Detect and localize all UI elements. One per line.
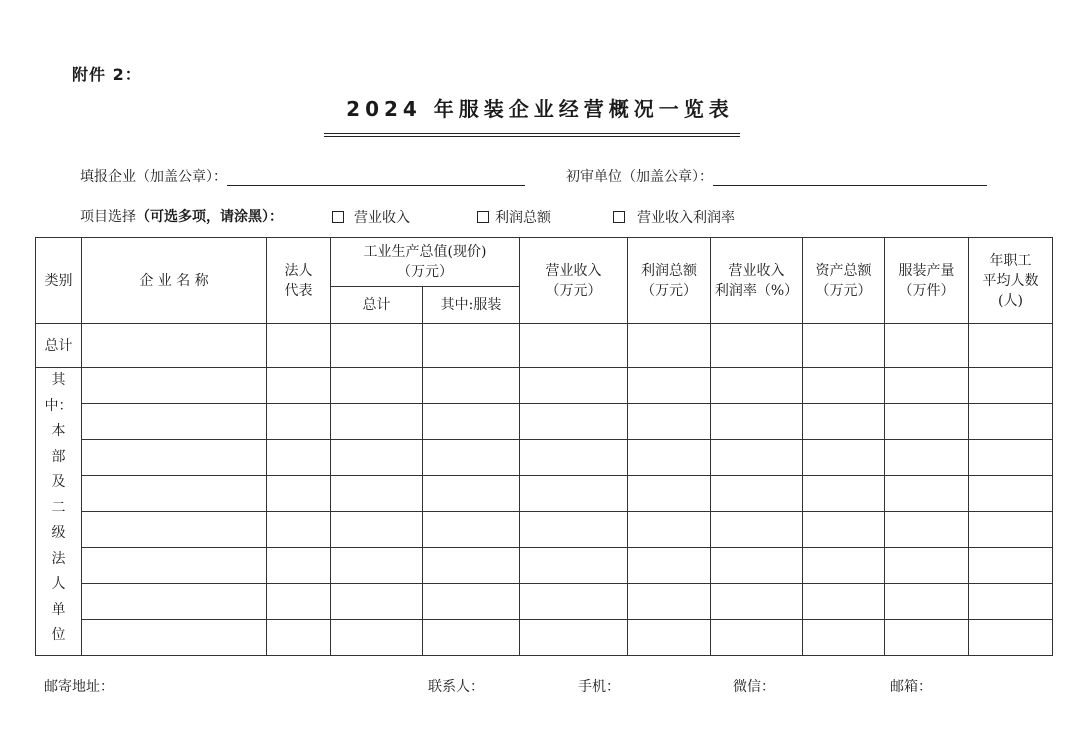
table-cell[interactable] — [711, 584, 803, 620]
option-revenue-profit-rate[interactable] — [613, 207, 735, 227]
table-cell[interactable] — [331, 548, 423, 584]
table-row — [36, 584, 1053, 620]
option-revenue-label: 营业收入 — [354, 210, 410, 226]
table-cell[interactable] — [423, 620, 520, 656]
header-revenue: 营业收入 （万元） — [520, 238, 628, 324]
table-cell[interactable] — [628, 404, 711, 440]
table-cell[interactable] — [711, 476, 803, 512]
table-cell[interactable] — [969, 620, 1053, 656]
table-cell[interactable] — [520, 324, 628, 368]
table-cell[interactable] — [628, 512, 711, 548]
table-cell[interactable] — [711, 620, 803, 656]
table-cell[interactable] — [520, 548, 628, 584]
table-cell[interactable] — [803, 620, 885, 656]
table-cell[interactable] — [711, 404, 803, 440]
subset-label-char: 部 — [51, 448, 66, 465]
header-iv-total: 总计 — [331, 287, 423, 324]
header-assets: 资产总额 （万元） — [803, 238, 885, 324]
table-cell[interactable] — [82, 548, 267, 584]
table-cell[interactable] — [969, 512, 1053, 548]
table-cell[interactable] — [969, 548, 1053, 584]
table-cell[interactable] — [82, 440, 267, 476]
table-cell[interactable] — [520, 620, 628, 656]
table-cell[interactable] — [885, 404, 969, 440]
subset-label-char: 其 — [51, 372, 66, 388]
table-cell[interactable] — [885, 512, 969, 548]
table-row — [36, 512, 1053, 548]
table-cell[interactable] — [267, 584, 331, 620]
company-input-line[interactable] — [227, 169, 525, 186]
subset-label-stack — [36, 368, 81, 649]
company-label: 填报企业（加盖公章）： — [80, 169, 227, 185]
table-cell[interactable] — [520, 584, 628, 620]
header-industrial-value: 工业生产总值(现价) （万元） — [331, 238, 520, 287]
table-cell[interactable] — [423, 404, 520, 440]
table-cell[interactable] — [267, 368, 331, 404]
table-cell[interactable] — [711, 548, 803, 584]
table-cell[interactable] — [969, 584, 1053, 620]
table-cell[interactable] — [423, 476, 520, 512]
table-cell[interactable] — [520, 368, 628, 404]
table-cell[interactable] — [520, 512, 628, 548]
subset-label-char: 位 — [51, 627, 66, 643]
subset-label-char: 二 — [51, 499, 66, 516]
table-cell[interactable] — [267, 512, 331, 548]
subset-label-char: 人 — [51, 576, 66, 592]
table-cell[interactable] — [82, 476, 267, 512]
table-cell[interactable] — [803, 368, 885, 404]
table-cell[interactable] — [885, 584, 969, 620]
table-cell[interactable] — [267, 620, 331, 656]
table-cell[interactable] — [82, 368, 267, 404]
option-revenue[interactable] — [332, 207, 410, 227]
table-cell[interactable] — [520, 404, 628, 440]
table-cell[interactable] — [331, 324, 423, 368]
checkbox-icon[interactable] — [332, 211, 344, 223]
table-cell[interactable] — [711, 440, 803, 476]
subset-label-char: 法 — [51, 550, 66, 567]
table-cell[interactable] — [711, 324, 803, 368]
table-cell[interactable] — [969, 440, 1053, 476]
footer-contact: 联系人： — [428, 679, 484, 695]
subset-label-char: 单 — [51, 601, 66, 618]
table-cell[interactable] — [628, 476, 711, 512]
table-cell[interactable] — [331, 584, 423, 620]
table-cell[interactable] — [885, 548, 969, 584]
header-revenue-profit-rate: 营业收入 利润率（%） — [711, 238, 803, 324]
table-cell[interactable] — [82, 324, 267, 368]
header-garment-output: 服装产量 （万件） — [885, 238, 969, 324]
attachment-label: 附件 2： — [72, 65, 142, 84]
subset-label-char: 及 — [51, 474, 66, 490]
review-label: 初审单位（加盖公章）： — [566, 169, 713, 185]
table-cell[interactable] — [267, 440, 331, 476]
table-cell[interactable] — [885, 476, 969, 512]
table-cell[interactable] — [803, 584, 885, 620]
table-cell[interactable] — [885, 324, 969, 368]
table-cell[interactable] — [803, 404, 885, 440]
table-cell[interactable] — [423, 324, 520, 368]
footer-wechat: 微信： — [733, 679, 775, 695]
table-cell[interactable] — [423, 584, 520, 620]
table-cell[interactable] — [969, 476, 1053, 512]
table-cell[interactable] — [885, 368, 969, 404]
item-selection — [80, 207, 780, 225]
checkbox-icon[interactable] — [613, 211, 625, 223]
table-cell[interactable] — [628, 584, 711, 620]
table-row — [36, 620, 1053, 656]
option-profit[interactable] — [477, 207, 551, 227]
header-category: 类别 — [36, 238, 82, 324]
table-cell[interactable] — [803, 476, 885, 512]
subset-category-label — [36, 368, 82, 656]
table-row — [36, 368, 1053, 404]
table-cell[interactable] — [82, 512, 267, 548]
table-cell[interactable] — [423, 440, 520, 476]
table-cell[interactable] — [267, 324, 331, 368]
table-cell[interactable] — [267, 476, 331, 512]
table-cell[interactable] — [885, 620, 969, 656]
table-cell[interactable] — [711, 368, 803, 404]
table-cell[interactable] — [520, 440, 628, 476]
company-fill-field — [80, 166, 525, 186]
table-cell[interactable] — [628, 440, 711, 476]
table-row — [36, 440, 1053, 476]
header-company-name: 企 业 名 称 — [82, 238, 267, 324]
table-cell[interactable] — [267, 404, 331, 440]
review-input-line[interactable] — [713, 169, 987, 186]
table-cell[interactable] — [969, 324, 1053, 368]
table-row — [36, 404, 1053, 440]
footer-email: 邮箱： — [890, 679, 932, 695]
table-cell[interactable] — [267, 548, 331, 584]
table-cell[interactable] — [803, 440, 885, 476]
table-row — [36, 476, 1053, 512]
selection-hint: （可选多项，请涂黑）： — [136, 209, 283, 225]
header-avg-employees: 年职工 平均人数 (人) — [969, 238, 1053, 324]
table-cell[interactable] — [82, 404, 267, 440]
header-iv-garment: 其中:服装 — [423, 287, 520, 324]
subset-label-char: 级 — [51, 525, 66, 541]
table-cell[interactable] — [711, 512, 803, 548]
table-cell[interactable] — [331, 368, 423, 404]
table-cell[interactable] — [423, 548, 520, 584]
subset-label-char: 中： — [44, 397, 73, 414]
table-cell[interactable] — [628, 368, 711, 404]
table-cell[interactable] — [969, 368, 1053, 404]
enterprise-table — [35, 237, 1053, 656]
table-cell[interactable] — [885, 440, 969, 476]
selection-prefix: 项目选择 — [80, 209, 136, 225]
footer-address: 邮寄地址： — [44, 679, 114, 695]
table-cell[interactable] — [331, 476, 423, 512]
table-row — [36, 548, 1053, 584]
title-underline — [324, 133, 740, 137]
table-cell[interactable] — [520, 476, 628, 512]
table-cell[interactable] — [423, 512, 520, 548]
table-cell[interactable] — [331, 512, 423, 548]
table-cell[interactable] — [803, 512, 885, 548]
header-legal-rep: 法人 代表 — [267, 238, 331, 324]
table-cell[interactable] — [331, 620, 423, 656]
table-cell[interactable] — [82, 584, 267, 620]
subset-rows — [36, 368, 1053, 656]
page-title: 2024 年服装企业经营概况一览表 — [346, 97, 734, 121]
table-cell[interactable] — [423, 368, 520, 404]
footer-mobile: 手机： — [578, 679, 620, 695]
table-cell[interactable] — [628, 620, 711, 656]
option-rate-label: 营业收入利润率 — [637, 210, 735, 226]
table-cell[interactable] — [331, 440, 423, 476]
table-cell[interactable] — [969, 404, 1053, 440]
subset-label-char: 本 — [51, 423, 66, 439]
total-row — [36, 324, 1053, 368]
table-cell[interactable] — [628, 548, 711, 584]
checkbox-icon[interactable] — [477, 211, 489, 223]
table-cell[interactable] — [331, 404, 423, 440]
table-cell[interactable] — [82, 620, 267, 656]
total-label: 总计 — [36, 324, 82, 368]
header-profit: 利润总额 （万元） — [628, 238, 711, 324]
option-profit-label: 利润总额 — [495, 210, 551, 226]
table-cell[interactable] — [803, 548, 885, 584]
review-fill-field — [566, 166, 987, 186]
table-cell[interactable] — [803, 324, 885, 368]
table-cell[interactable] — [628, 324, 711, 368]
